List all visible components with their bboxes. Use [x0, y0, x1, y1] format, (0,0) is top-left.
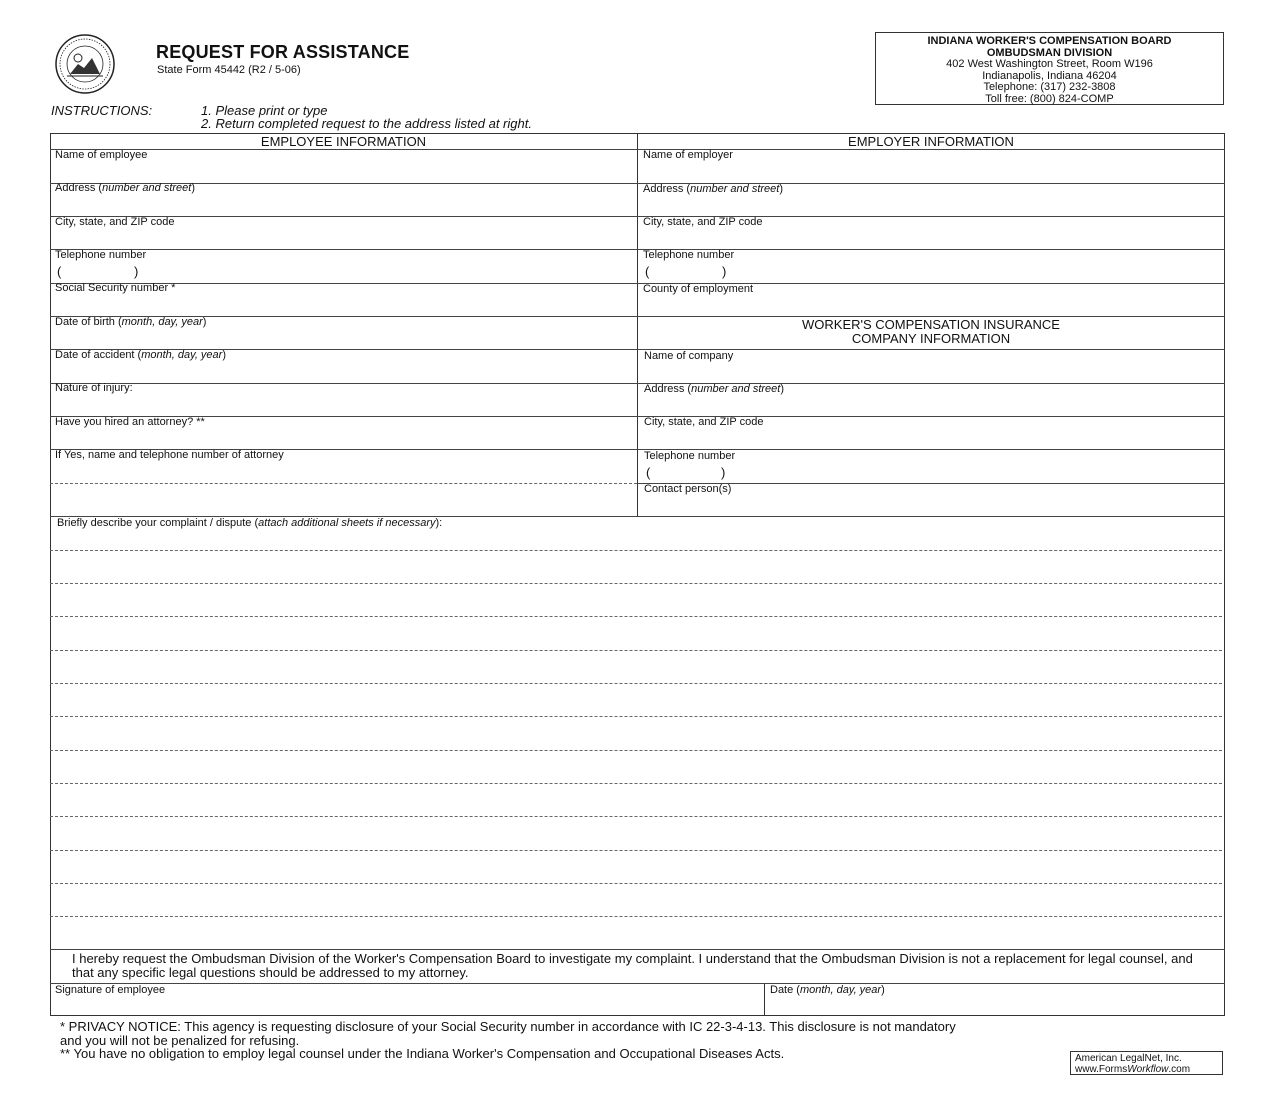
employee-dob-label: Date of birth (month, day, year) — [55, 316, 207, 328]
signature-label: Signature of employee — [55, 984, 166, 996]
complaint-line — [50, 616, 1222, 617]
row-rule — [50, 183, 1225, 184]
publisher-name: American LegalNet, Inc. — [1075, 1053, 1182, 1064]
insurance-city-label: City, state, and ZIP code — [644, 416, 764, 428]
employer-county-label: County of employment — [643, 283, 754, 295]
agency-tollfree: Toll free: (800) 824-COMP — [985, 92, 1114, 105]
signature-divider — [764, 983, 765, 1016]
statement-rule — [50, 949, 1225, 950]
employer-section-heading: EMPLOYER INFORMATION — [848, 134, 1014, 149]
insurance-contact-label: Contact person(s) — [644, 483, 732, 495]
insurance-phone-paren-close: ) — [721, 465, 726, 480]
employer-phone-paren-open: ( — [645, 264, 650, 279]
employee-section-heading: EMPLOYEE INFORMATION — [260, 134, 427, 149]
employee-phone-paren-open: ( — [57, 264, 62, 279]
employer-address-label: Address (number and street) — [643, 183, 784, 195]
insurance-address-label: Address (number and street) — [644, 383, 785, 395]
agency-street: 402 West Washington Street, Room W196 — [946, 58, 1153, 71]
complaint-line — [50, 750, 1222, 751]
form-title: REQUEST FOR ASSISTANCE — [156, 42, 410, 62]
privacy-notice-line2: and you will not be penalized for refusing. — [60, 1033, 300, 1048]
agency-address-box — [875, 32, 1224, 105]
employee-name-label: Name of employee — [55, 149, 148, 161]
publisher-url: www.FormsWorkflow.com — [1075, 1064, 1191, 1075]
employee-attorney-info-label: If Yes, name and telephone number of attorney — [55, 449, 284, 461]
employee-phone-paren-close: ) — [134, 264, 139, 279]
row-rule — [50, 249, 1225, 250]
authorization-statement: I hereby request the Ombudsman Division of the Worker's Compensation Board to investigate my complaint. I understand that the Ombudsman Division is not a replacement for legal counsel, and that any specific legal questions should be addressed to my attorney. — [72, 951, 1193, 980]
attorney-dashed-rule — [50, 483, 637, 484]
privacy-notice-line1: * PRIVACY NOTICE: This agency is requesting disclosure of your Social Security number in accordance with IC 22-3-4-13. This disclosure is not mandatory — [60, 1019, 956, 1034]
row-rule — [50, 283, 1225, 284]
complaint-line — [50, 650, 1222, 651]
row-rule — [50, 416, 1225, 417]
employee-attorney-label: Have you hired an attorney? ** — [55, 416, 205, 428]
section-header-rule — [50, 149, 1225, 150]
row-rule — [50, 216, 1225, 217]
employee-address-label: Address (number and street) — [55, 182, 196, 194]
complaint-line — [50, 550, 1222, 551]
insurance-section-heading: WORKER'S COMPENSATION INSURANCE COMPANY INFORMATION — [802, 317, 1060, 346]
form-number: State Form 45442 (R2 / 5-06) — [157, 64, 301, 76]
row-rule — [50, 349, 1225, 350]
employee-doa-label: Date of accident (month, day, year) — [55, 349, 227, 361]
complaint-line — [50, 716, 1222, 717]
instructions-label: INSTRUCTIONS: — [51, 103, 153, 118]
employer-name-label: Name of employer — [643, 149, 733, 161]
publisher-box — [1070, 1051, 1223, 1075]
state-seal-icon — [52, 34, 144, 94]
complaint-line — [50, 850, 1222, 851]
insurance-phone-label: Telephone number — [644, 450, 736, 462]
employer-phone-paren-close: ) — [722, 264, 727, 279]
employee-city-label: City, state, and ZIP code — [55, 216, 175, 228]
insurance-company-label: Name of company — [644, 350, 734, 362]
agency-city: Indianapolis, Indiana 46204 — [982, 69, 1117, 82]
agency-name: INDIANA WORKER'S COMPENSATION BOARD — [927, 35, 1172, 47]
employee-injury-label: Nature of injury: — [55, 382, 133, 394]
instruction-item-2: 2. Return completed request to the address listed at right. — [201, 116, 532, 131]
complaint-label: Briefly describe your complaint / dispute (attach additional sheets if necessary): — [57, 517, 443, 529]
insurance-phone-paren-open: ( — [646, 465, 651, 480]
employee-ssn-label: Social Security number * — [55, 282, 176, 294]
instruction-item-1: 1. Please print or type — [201, 103, 328, 118]
row-rule — [50, 383, 1225, 384]
complaint-line — [50, 816, 1222, 817]
signature-rule — [50, 983, 1225, 984]
signature-date-label: Date (month, day, year) — [770, 984, 885, 996]
employer-city-label: City, state, and ZIP code — [643, 216, 763, 228]
complaint-line — [50, 783, 1222, 784]
complaint-line — [50, 916, 1222, 917]
complaint-line — [50, 683, 1222, 684]
agency-division: OMBUDSMAN DIVISION — [986, 46, 1113, 59]
counsel-notice: ** You have no obligation to employ legal counsel under the Indiana Worker's Compensation and Occupational Diseases Acts. — [60, 1046, 785, 1061]
employee-phone-label: Telephone number — [55, 249, 147, 261]
complaint-line — [50, 583, 1222, 584]
employer-phone-label: Telephone number — [643, 249, 735, 261]
agency-phone: Telephone: (317) 232-3808 — [983, 81, 1116, 94]
complaint-line — [50, 883, 1222, 884]
